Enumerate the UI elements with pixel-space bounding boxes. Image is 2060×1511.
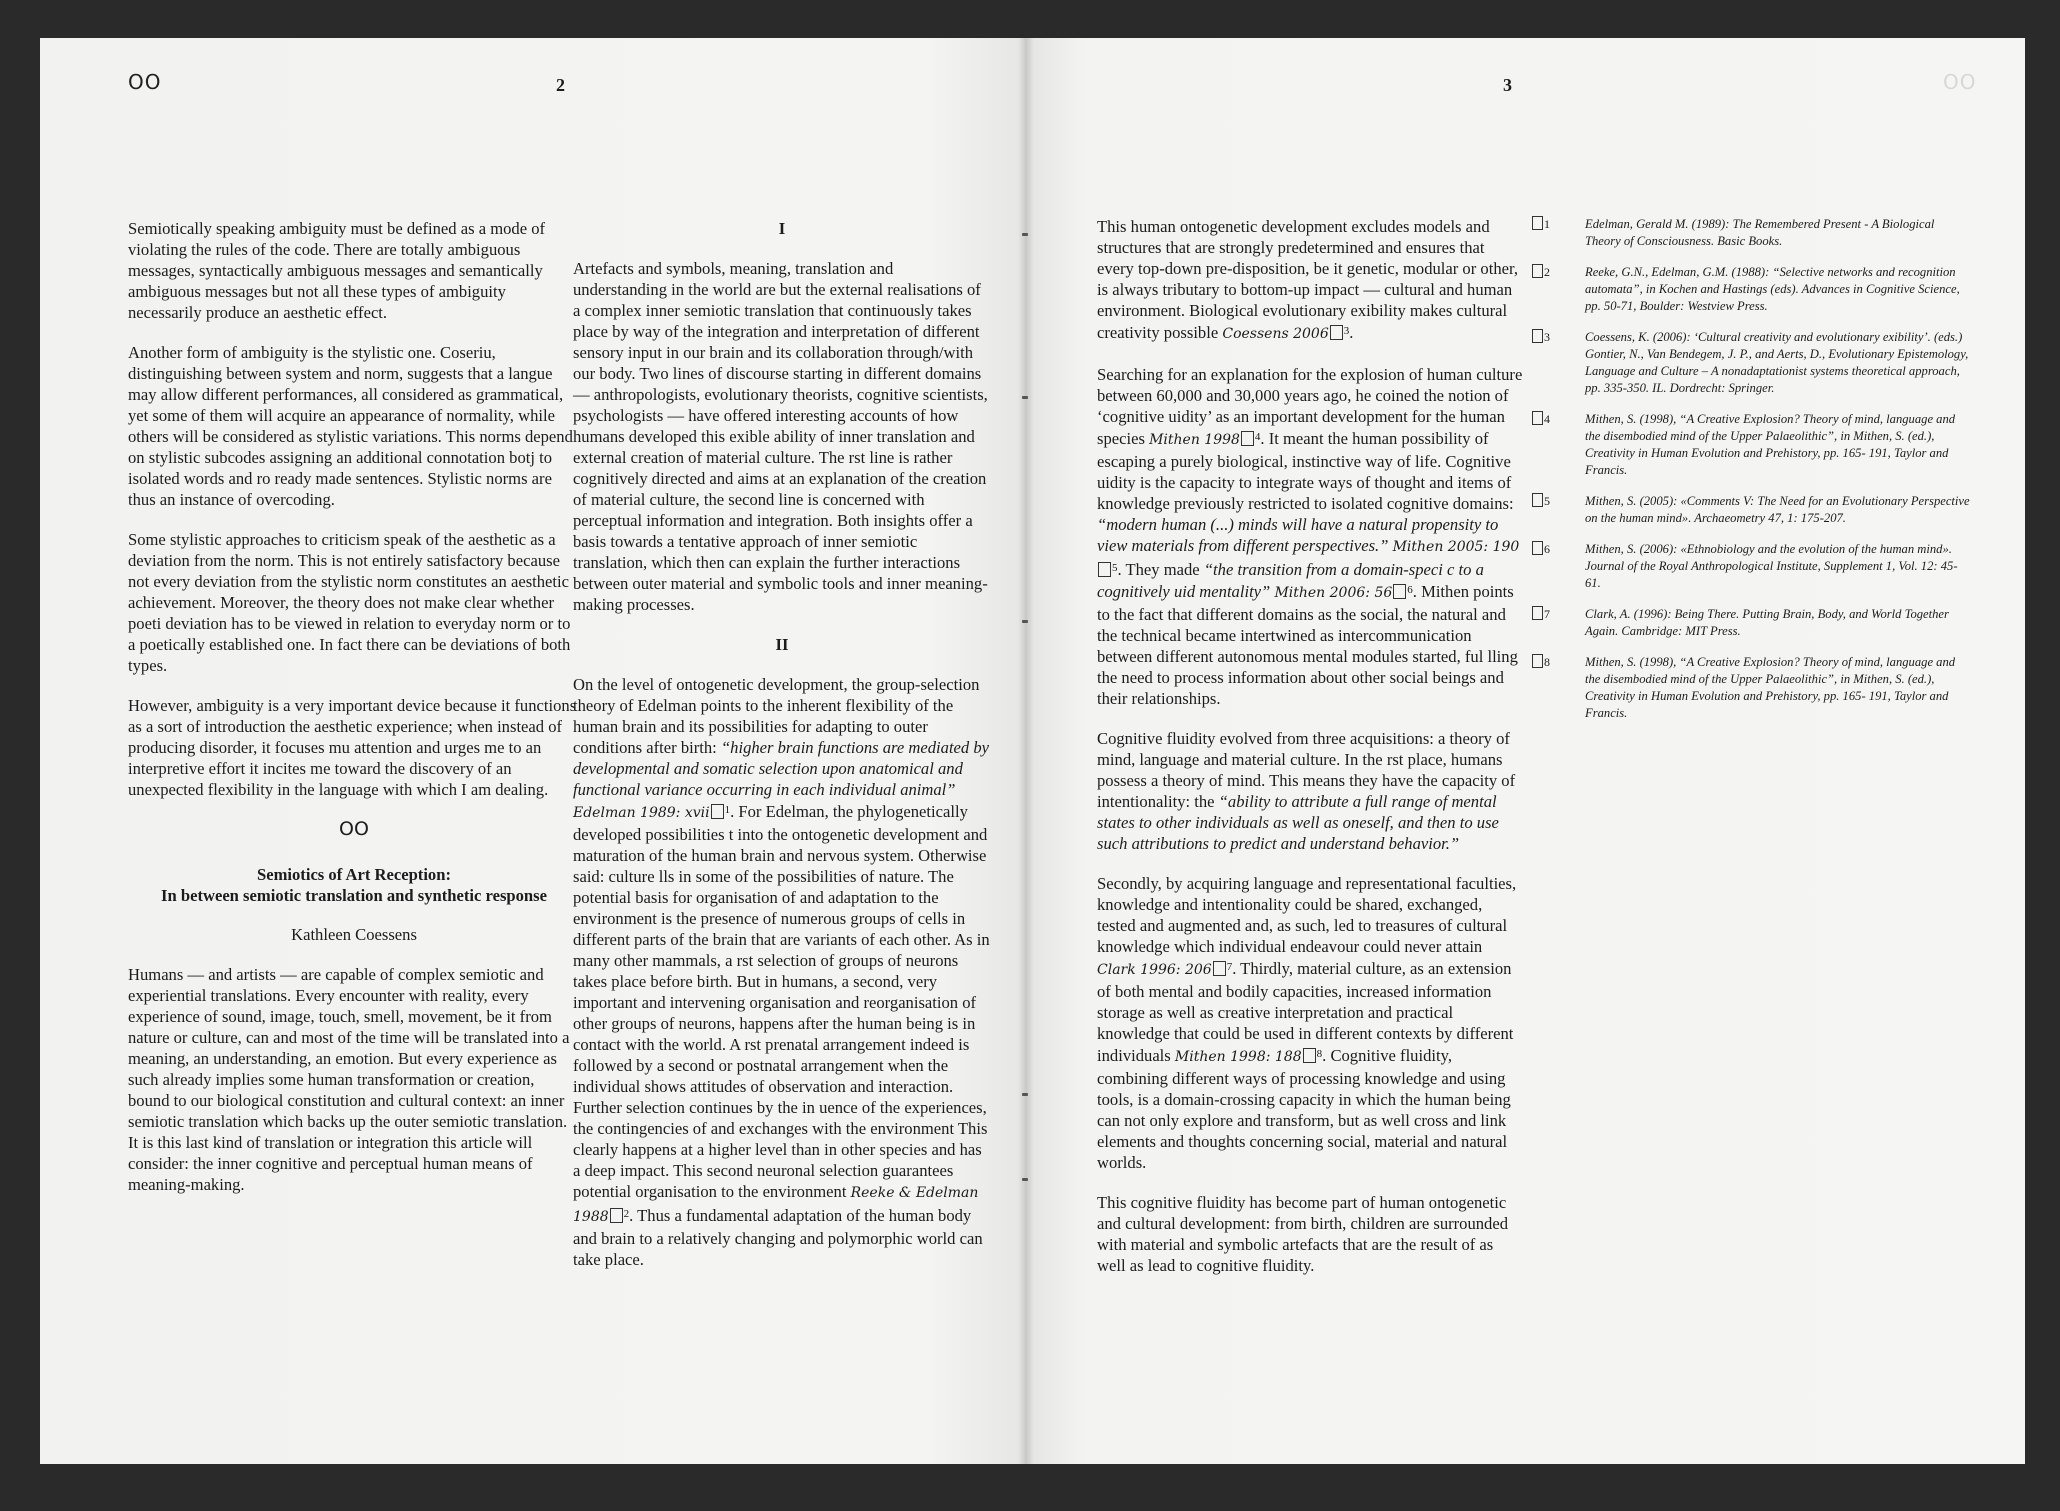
footnote-number: 7	[1544, 607, 1550, 621]
footnote-text: Mithen, S. (2006): «Ethnobiology and the evolution of the human mind». Journal of the Royal Anthropological Institute, Supplement 1, Vol. 12: 45-61.	[1585, 542, 1958, 590]
footnote-text: Mithen, S. (1998), “A Creative Explosion? Theory of mind, language and the disembodied mind of the Upper Palaeolithic”, in Mithen, S. (ed.), Creativity in Human Evolution and Prehistory, pp. 165- 191, Taylor and Francis.	[1585, 412, 1956, 477]
paragraph: This human ontogenetic development excludes models and structures that are strongly predetermined and ensures that every top-down pre-disposition, be it genetic, modular or other, is always tributary to bottom-up impact — cultural and human environment. Biological evolutionary exibility makes cultural creativity possible Coessens 2006 $^3$.	[1097, 217, 1518, 342]
quotation: “higher brain functions are mediated by developmental and somatic selection upon anatomical and functional variance occurring in each individual animal”	[573, 738, 990, 799]
binding-staple	[1022, 233, 1028, 236]
footnote	[1531, 654, 1971, 722]
footnote-text: Mithen, S. (2005): «Comments V: The Need for an Evolutionary Perspective on the human mind». Archaeometry 47, 1: 175-207.	[1585, 494, 1970, 525]
binding-gutter	[1018, 38, 1034, 1464]
citation: Coessens 2006	[1222, 326, 1329, 342]
footnote-ref[interactable]: 4	[1254, 431, 1261, 443]
section-heading-ii: II	[775, 635, 789, 654]
footnote-marker-icon	[1532, 264, 1543, 278]
page-left	[40, 38, 1025, 1464]
footnote-marker-icon	[1532, 493, 1543, 507]
paragraph: On the level of ontogenetic development, the group-selection theory of Edelman points to the inherent flexibility of the human brain and its possibilities for adapting to outer conditions after birth: “higher brain functions are mediated by developmental and somatic selection upon anatomical and functional variance occurring in each individual animal” Edelman 1989: xvii $^1$. For Edelman, the phylogenetically developed possibilities t into the ontogenetic development and maturation of the human brain and nervous system. Otherwise said: culture lls in some of the possibilities of nature. The potential basis for organisation of and adaptation to the environment is the presence of numerous groups of cells in different parts of the brain that are variants of each other. As in many other mammals, a rst selection of groups of neurons takes place before birth. But in humans, a second, very important and intervening organisation and reorganisation of other groups of neurons, happens after the human being is in contact with the world. A rst prenatal arrangement indeed is followed by a second or postnatal arrangement when the individual shows attitudes of observation and interaction. Further selection continues by the in uence of the experiences, the contingencies of and exchanges with the environment This clearly happens at a higher level than in other species and has a deep impact. This second neuronal selection guarantees potential organisation to the environment Reeke & Edelman 1988 $^2$. Thus a fundamental adaptation of the human body and brain to a relatively changing and polymorphic world can take place.	[573, 675, 990, 1269]
footnote-ref[interactable]: 6	[1407, 584, 1413, 596]
quotation: “the transition from a domain-speci c to a cognitively uid mentality”	[1097, 560, 1484, 601]
footnotes	[1531, 216, 1971, 736]
footnote-ref[interactable]: 2	[623, 1208, 630, 1220]
footnote-number: 2	[1544, 265, 1550, 279]
footnote	[1531, 216, 1971, 250]
footnote-marker-icon	[1532, 654, 1543, 668]
footnote-ref[interactable]: 8	[1316, 1048, 1323, 1060]
paragraph: Artefacts and symbols, meaning, translation and understanding in the world are but the external realisations of a complex inner semiotic translation that continuously takes place by way of the integration and interpretation of different sensory input in our brain and its collaboration through/with our body. Two lines of discourse starting in different domains — anthropologists, evolutionary theorists, cognitive scientists, psychologists — have offered interesting accounts of how humans developed this exible ability of inner translation and external creation of material culture. The rst line is rather cognitively directed and aims at an explanation of the creation of material culture, the second line is concerned with perceptual information and integration. Both insights offer a basis towards a tentative approach of inner semiotic translation, which then can explain the further interactions between outer material and symbolic tools and inner meaning-making processes.	[573, 259, 988, 614]
citation: Clark 1996: 206	[1097, 962, 1212, 978]
binding-staple	[1022, 1178, 1028, 1181]
article-title-line1: Semiotics of Art Reception:	[256, 865, 451, 884]
section-separator: OO	[339, 818, 369, 840]
footnote-marker-icon	[610, 1208, 623, 1223]
paragraph: Another form of ambiguity is the stylistic one. Coseriu, distinguishing between system and norm, suggests that a langue may allow different performances, all considered as grammatical, yet some of them will acquire an appearance of normality, while others will be considered as stylistic variations. This norms depend on stylistic subcodes assigning an additional connotation botj to isolated words and ro ready made sentences. Stylistic norms are thus an instance of overcoding.	[128, 343, 573, 509]
paragraph: This cognitive fluidity has become part of human ontogenetic and cultural development: from birth, children are surrounded with material and symbolic artefacts that are the result of as well as lead to cognitive fluidity.	[1097, 1193, 1509, 1275]
footnote-ref[interactable]: 7	[1226, 961, 1233, 973]
footnote	[1531, 541, 1971, 592]
footnote-text: Coessens, K. (2006): ‘Cultural creativity and evolutionary exibility’. (eds.) Gontier, N., Van Bendegem, J. P., and Aerts, D., Evolutionary Epistemology, Language and Culture – A nonadaptationist systems theoretical approach, pp. 335-350. IL. Dordrecht: Springer.	[1585, 330, 1969, 395]
footnote-marker-icon	[1532, 411, 1543, 425]
footnote-marker-icon	[1532, 216, 1543, 230]
footnote-marker-icon	[1098, 562, 1111, 577]
page-marker: OO	[128, 70, 162, 94]
footnote-marker-icon	[1213, 961, 1226, 976]
quotation: “ability to attribute a full range of mental states to other individuals as well as oneself, and then to use such attributions to predict and understand behavior.”	[1097, 792, 1499, 853]
footnote-ref[interactable]: 3	[1343, 325, 1350, 337]
footnote-marker-icon	[1532, 541, 1543, 555]
quotation: “modern human (...) minds will have a natural propensity to view materials from different perspectives.”	[1097, 515, 1499, 555]
paragraph: Semiotically speaking ambiguity must be defined as a mode of violating the rules of the code. There are totally ambiguous messages, syntactically ambiguous messages and semantically ambiguous messages but not all these types of ambiguity necessarily produce an aesthetic effect.	[128, 219, 546, 322]
footnote-number: 6	[1544, 542, 1550, 556]
citation: Mithen 1998	[1149, 432, 1240, 448]
paragraph: Some stylistic approaches to criticism speak of the aesthetic as a deviation from the norm. This is not entirely satisfactory because not every deviation from the stylistic norm constitutes an aesthetic achievement. Moreover, the theory does not make clear whether poeti deviation has to be viewed in relation to everyday norm or to a poetically established one. In fact there can be deviations of both types.	[128, 530, 571, 675]
paragraph: Cognitive fluidity evolved from three acquisitions: a theory of mind, language and material culture. In the rst place, humans possess a theory of mind. This means they have the capacity of intentionality: the “ability to attribute a full range of mental states to other individuals as well as oneself, and then to use such attributions to predict and understand behavior.”	[1097, 729, 1516, 853]
footnote-marker-icon	[1532, 606, 1543, 620]
article-title-line2: In between semiotic translation and synthetic response	[161, 886, 547, 905]
footnote-number: 5	[1544, 494, 1550, 508]
citation: Mithen 2006: 56	[1274, 585, 1393, 601]
footnote-text: Reeke, G.N., Edelman, G.M. (1988): “Selective networks and recognition automata”, in Kochen and Hastings (eds). Advances in Cognitive Science, pp. 50-71, Boulder: Westview Press.	[1585, 265, 1960, 313]
footnote	[1531, 493, 1971, 527]
column-1	[128, 218, 580, 1214]
citation: Mithen 1998: 188	[1174, 1049, 1302, 1065]
footnote-marker-icon	[1532, 329, 1543, 343]
footnote-marker-icon	[1393, 584, 1406, 599]
footnote	[1531, 411, 1971, 479]
page-right	[1025, 38, 2025, 1464]
footnote-text: Mithen, S. (1998), “A Creative Explosion? Theory of mind, language and the disembodied mind of the Upper Palaeolithic”, in Mithen, S. (ed.), Creativity in Human Evolution and Prehistory, pp. 165- 191, Taylor and Francis.	[1585, 655, 1956, 720]
citation: Mithen 2005: 190	[1392, 539, 1520, 555]
citation: Edelman 1989: xvii	[573, 805, 710, 821]
footnote-marker-icon	[1303, 1048, 1316, 1063]
booklet-spread	[40, 38, 2038, 1464]
binding-staple	[1022, 396, 1028, 399]
footnote-number: 3	[1544, 330, 1550, 344]
footnote-marker-icon	[1241, 431, 1254, 446]
paragraph: Humans — and artists — are capable of complex semiotic and experiential translations. Every encounter with reality, every experience of sound, image, touch, smell, movement, be it from nature or culture, can and most of the time will be translated into a meaning, an understanding, an emotion. But every experience as such already implies some human transformation or creation, bound to our biological constitution and cultural context: an inner semiotic translation which backs up the outer semiotic translation. It is this last kind of translation or integration this article will consider: the inner cognitive and perceptual human means of meaning-making.	[128, 965, 570, 1194]
paragraph: Secondly, by acquiring language and representational faculties, knowledge and intentionality could be shared, exchanged, tested and augmented and, as such, led to treasures of cultural knowledge which individual endeavour could never attain Clark 1996: 206 $^7$. Thirdly, material culture, as an extension of both mental and bodily capacities, increased information storage as well as creative interpretation and practical knowledge that could be used in different contexts by different individuals Mithen 1998: 188 $^8$. Cognitive fluidity, combining different ways of processing knowledge and using tools, is a domain-crossing capacity in which the human being can not only explore and transform, but as well cross and link elements and thoughts concerning social, material and natural worlds.	[1097, 874, 1517, 1172]
paragraph: Searching for an explanation for the explosion of human culture between 60,000 and 30,000 years ago, he coined the notion of ‘cognitive uidity’ as an important development for the human species Mithen 1998 $^4$. It meant the human possibility of escaping a purely biological, instinctive way of life. Cognitive uidity is the capacity to integrate ways of thought and items of knowledge previously restricted to isolated cognitive domains: “modern human (...) minds will have a natural propensity to view materials from different perspectives.” Mithen 2005: $190^5$. They made “the transition from a domain-speci c to a cognitively uid mentality” Mithen 2006: 56 $^6$. Mithen points to the fact that different domains as the social, the natural and the technical became intertwined as intercommunication between different autonomous mental modules started, ful lling the need to process information about other social beings and their relationships.	[1097, 365, 1523, 708]
footnote-number: 1	[1544, 217, 1550, 231]
article-author: Kathleen Coessens	[291, 925, 417, 944]
section-heading-i: I	[778, 219, 786, 238]
footnote-marker-icon	[1330, 325, 1343, 340]
footnote	[1531, 329, 1971, 397]
page-marker-faint: OO	[1943, 70, 1977, 94]
citation: Reeke & Edelman 1988	[573, 1185, 979, 1225]
footnote	[1531, 606, 1971, 640]
page-number-left: 2	[556, 75, 565, 95]
binding-staple	[1022, 620, 1028, 623]
footnote-ref[interactable]: 5	[1112, 562, 1118, 574]
footnote-ref[interactable]: 1	[724, 804, 731, 816]
column-3	[1097, 216, 1525, 1295]
footnote-number: 4	[1544, 412, 1550, 426]
binding-staple	[1022, 1093, 1028, 1096]
footnote-marker-icon	[711, 804, 724, 819]
footnote-text: Edelman, Gerald M. (1989): The Remembered Present - A Biological Theory of Consciousness. Basic Books.	[1585, 217, 1935, 248]
paragraph: However, ambiguity is a very important device because it functions as a sort of introduction the aesthetic experience; when instead of producing disorder, it focuses mu attention and urges me to an interpretive effort it incites me toward the discovery of an unexpected flexibility in the language with which I am dealing.	[128, 696, 577, 799]
page-number-right: 3	[1503, 75, 1512, 95]
footnote-text: Clark, A. (1996): Being There. Putting Brain, Body, and World Together Again. Cambridge: MIT Press.	[1585, 607, 1949, 638]
footnote-number: 8	[1544, 655, 1550, 669]
column-2	[573, 218, 991, 1289]
footnote	[1531, 264, 1971, 315]
